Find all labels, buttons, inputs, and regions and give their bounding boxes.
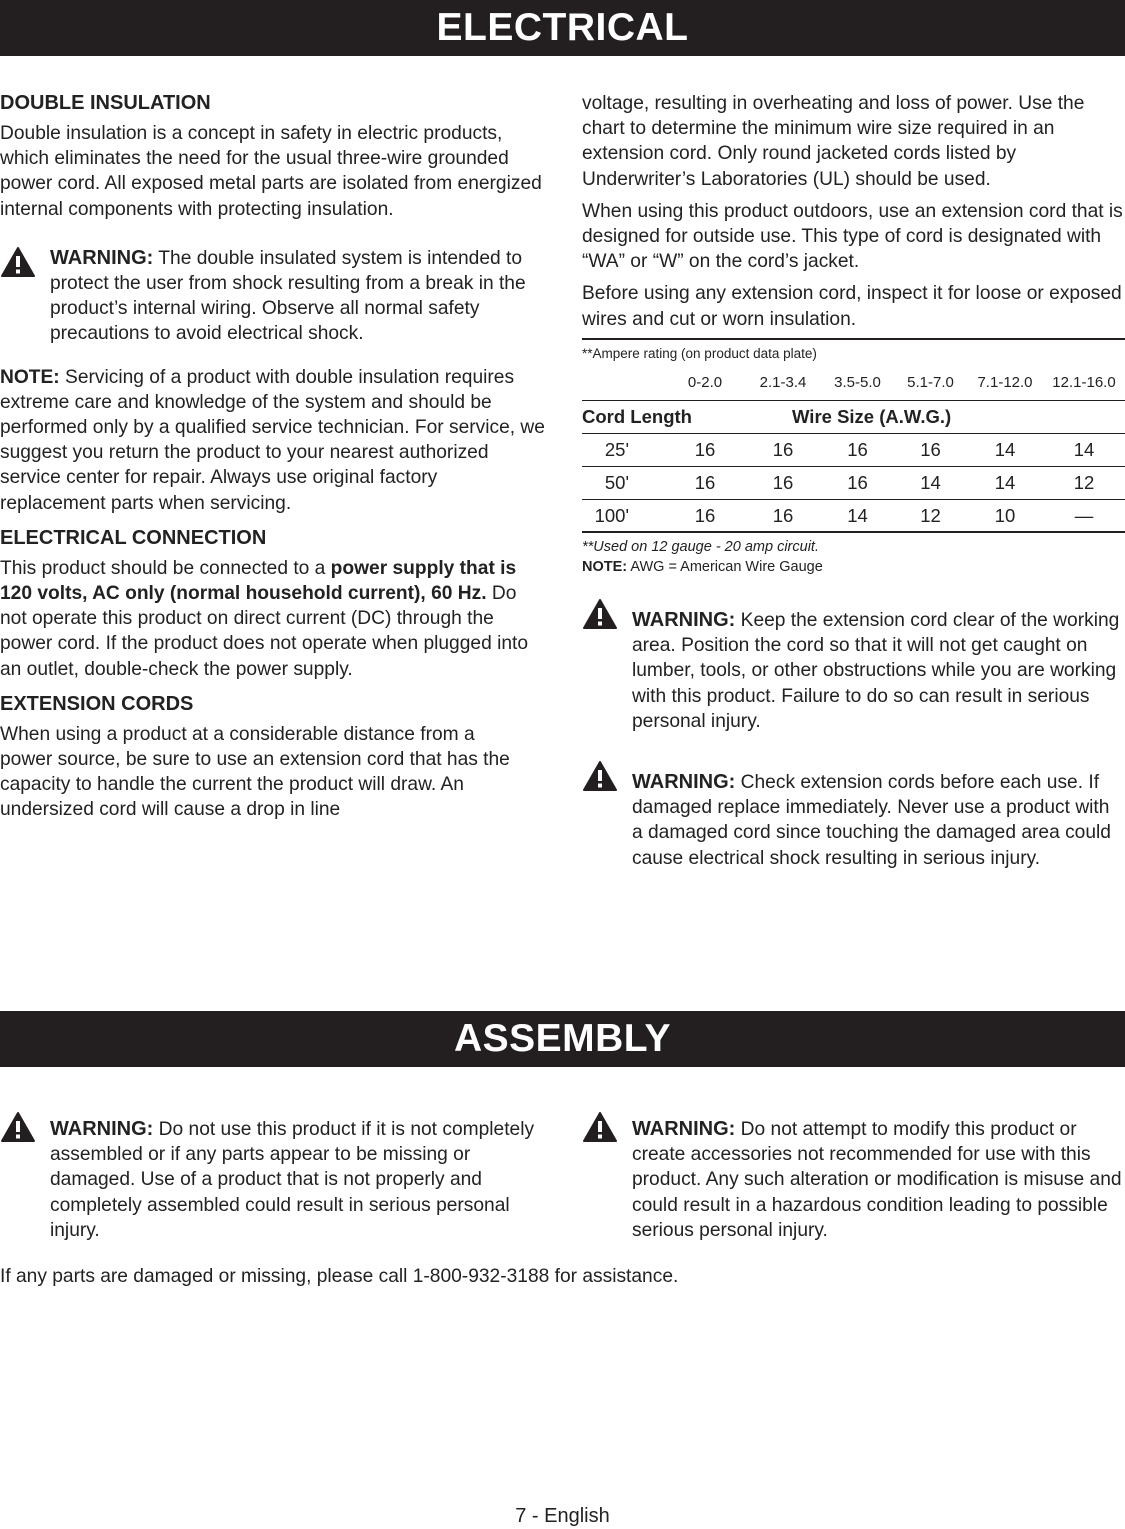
assembly-left <box>0 1117 548 1243</box>
wire-size-cell: 14 <box>847 504 868 526</box>
servicing-note <box>0 365 548 516</box>
left-column <box>0 91 548 830</box>
wire-size-cell: 10 <box>994 504 1016 526</box>
table-header-row <box>582 400 1125 434</box>
wire-size-cell: 14 <box>1073 439 1095 460</box>
ampere-ranges-row <box>582 362 1125 400</box>
warning-label: WARNING: <box>50 246 154 269</box>
connection-text-b: Do not operate this product on direct current (DC) through the power cord. If the product does not operate when plugged into an outlet, double-check the power supply. <box>0 583 529 680</box>
connection-text-a: This product should be connected to a <box>0 557 331 579</box>
table-row <box>582 467 1125 500</box>
amp-range: 2.1-3.4 <box>759 374 807 391</box>
cord-length-cell: 100' <box>594 504 629 526</box>
wire-size-cell: — <box>1074 504 1094 526</box>
amp-range: 3.5-5.0 <box>834 374 881 391</box>
amp-range: 7.1-12.0 <box>977 374 1033 391</box>
awg-note-label: NOTE: <box>582 559 628 575</box>
cord-length-header: Cord Length <box>582 406 692 427</box>
electrical-title: ELECTRICAL <box>436 6 689 49</box>
table-row <box>582 500 1125 533</box>
assistance-text: If any parts are damaged or missing, please call 1-800-932-3188 for assistance. <box>0 1266 679 1287</box>
table-footnotes <box>582 533 1125 577</box>
wire-size-cell: 12 <box>920 504 941 526</box>
warning-icon <box>582 598 618 630</box>
assistance-line <box>0 1264 1125 1296</box>
extension-cords-body-right: voltage, resulting in overheating and loss of power. Use the chart to determine the minimum wire size required in an extension cord. Only round jacketed cords listed by Underwriter’s Laboratories (UL) should be used. <box>582 93 1085 190</box>
wire-size-cell: 16 <box>694 472 716 493</box>
right-warnings <box>582 608 1125 871</box>
warning-text: The double insulated system is intended to protect the user from shock resulting from a break in the product’s internal wiring. Observe all normal safety precautions to avoid electrical shock. <box>50 247 526 345</box>
wire-size-cell: 16 <box>847 472 868 493</box>
double-insulation-heading: DOUBLE INSULATION <box>0 92 211 114</box>
warning-icon <box>582 760 618 792</box>
warning-text: Keep the extension cord clear of the working area. Position the cord so that it will not get caught on lumber, tools, or other obstructions while you are working with this product. Failure to do so can result in serious personal injury. <box>632 610 1120 732</box>
ampere-caption: **Ampere rating (on product data plate) <box>582 346 817 361</box>
table-footnote: **Used on 12 gauge - 20 amp circuit. <box>582 539 819 555</box>
warning-icon <box>0 246 36 278</box>
electrical-connection-body <box>0 556 548 682</box>
warning-text: Do not use this product if it is not completely assembled or if any parts appear to be missing or damaged. Use of a product that is not properly and completely assembled could result in serious personal injury. <box>50 1119 535 1241</box>
wire-size-cell: 14 <box>994 472 1016 493</box>
amp-range: 12.1-16.0 <box>1052 374 1116 391</box>
warning-icon <box>0 1111 36 1143</box>
double-insulation-body: Double insulation is a concept in safety in electric products, which eliminates the need for the usual three-wire grounded power cord. All exposed metal parts are isolated from energized internal components with protecting insulation. <box>0 123 542 220</box>
incomplete-assembly-warning <box>0 1117 548 1243</box>
wire-size-cell: 16 <box>772 472 794 493</box>
double-insulation-warning <box>0 246 548 347</box>
wire-size-cell: 16 <box>772 439 794 460</box>
warning-label: WARNING: <box>632 771 736 794</box>
wire-size-cell: 16 <box>772 504 794 526</box>
check-cords-warning <box>582 770 1125 871</box>
right-column <box>582 91 1125 339</box>
assembly-right <box>582 1117 1125 1243</box>
note-text: Servicing of a product with double insulation requires extreme care and knowledge of the system and should be performed only by a qualified service technician. For service, we suggest you return the product to your nearest authorized service center for repair. Always use original factory replacement parts when servicing. <box>0 366 545 514</box>
warning-text: Check extension cords before each use. If damaged replace immediately. Never use a product with a damaged cord since touching the damaged area could cause electrical shock resulting in serious injury. <box>632 772 1111 869</box>
extension-cord-table <box>582 338 1125 577</box>
warning-label: WARNING: <box>632 609 736 631</box>
extension-cord-warning <box>582 608 1125 734</box>
note-label: NOTE: <box>0 366 60 388</box>
amp-range: 0-2.0 <box>687 374 723 391</box>
wire-size-cell: 16 <box>920 439 941 460</box>
amp-range: 5.1-7.0 <box>907 374 954 391</box>
wire-size-cell: 12 <box>1073 472 1095 493</box>
electrical-banner <box>0 0 1125 56</box>
cord-length-cell: 50' <box>604 472 629 493</box>
extension-cords-body-left: When using a product at a considerable distance from a power source, be sure to use an extension cord that has the capacity to handle the current the product will draw. An undersized cord will cause a drop in line <box>0 723 510 821</box>
wire-size-cell: 16 <box>847 439 868 460</box>
warning-label: WARNING: <box>632 1118 736 1140</box>
wire-size-cell: 16 <box>694 504 716 526</box>
warning-text: Do not attempt to modify this product or create accessories not recommended for use with this product. Any such alteration or modification is misuse and could result in a hazardous condition leading to possible serious personal injury. <box>632 1119 1122 1241</box>
wire-size-cell: 14 <box>994 439 1016 460</box>
warning-icon <box>582 1111 618 1143</box>
assembly-banner <box>0 1011 1125 1067</box>
awg-note-text: AWG = American Wire Gauge <box>627 559 823 575</box>
page-footer: 7 - English <box>515 1505 610 1527</box>
wire-size-header: Wire Size (A.W.G.) <box>792 406 952 427</box>
extension-cords-outdoor: When using this product outdoors, use an extension cord that is designed for outside use. This type of cord is designated with “WA” or “W” on the cord’s jacket. <box>582 200 1123 273</box>
warning-label: WARNING: <box>50 1118 154 1140</box>
cord-length-cell: 25' <box>604 439 629 460</box>
extension-cords-heading: EXTENSION CORDS <box>0 692 194 715</box>
awg-note <box>582 557 1125 577</box>
table-row <box>582 434 1125 467</box>
assembly-title: ASSEMBLY <box>453 1017 672 1060</box>
connection-text-bold: power supply that is 120 volts, AC only (normal household current), 60 Hz. <box>0 557 517 605</box>
wire-size-cell: 16 <box>694 439 716 460</box>
modification-warning <box>582 1117 1125 1243</box>
extension-cords-inspect: Before using any extension cord, inspect it for loose or exposed wires and cut or worn insulation. <box>582 283 1122 330</box>
electrical-connection-heading: ELECTRICAL CONNECTION <box>0 526 267 549</box>
wire-size-cell: 14 <box>920 472 941 493</box>
